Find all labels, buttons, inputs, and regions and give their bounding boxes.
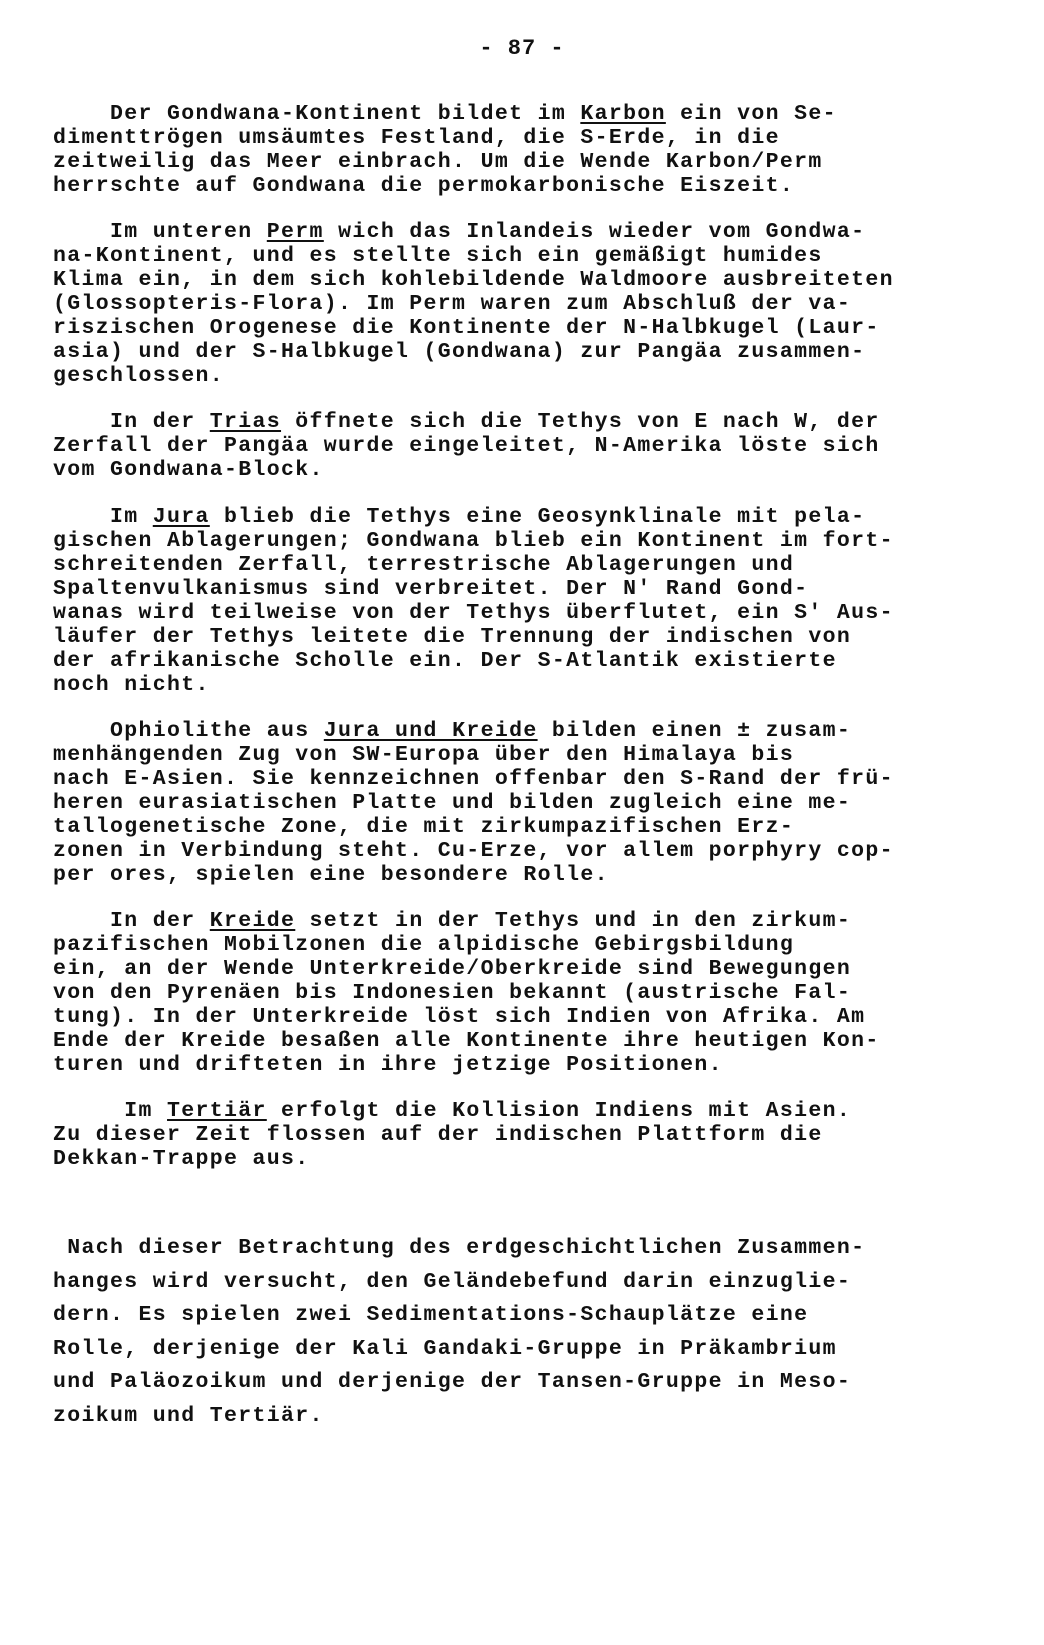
line-text: heren eurasiatischen Platte und bilden zugleich eine me- xyxy=(53,791,852,815)
paragraph-2-line xyxy=(53,220,865,244)
underlined-period-term: Karbon xyxy=(580,102,666,126)
line-text: dern. Es spielen zwei Sedimentations-Schauplätze eine xyxy=(53,1303,809,1327)
underlined-period-term: Jura und Kreide xyxy=(323,719,538,743)
line-text: vom Gondwana-Block. xyxy=(53,458,324,482)
page-number: - 87 - xyxy=(479,36,565,61)
line-text: Zu dieser Zeit flossen auf der indischen Plattform die xyxy=(53,1123,823,1147)
line-text: asia) und der S-Halbkugel (Gondwana) zur Pangäa zusammen- xyxy=(53,340,866,364)
paragraph-4-line xyxy=(53,553,794,577)
line-text: der afrikanische Scholle ein. Der S-Atlantik existierte xyxy=(53,649,837,673)
paragraph-4-line xyxy=(53,505,865,529)
line-text: Der Gondwana-Kontinent bildet im xyxy=(53,102,581,126)
line-text: hanges wird versucht, den Geländebefund darin einzuglie- xyxy=(53,1270,852,1294)
paragraph-8-line xyxy=(53,1370,851,1394)
paragraph-5-line xyxy=(53,719,851,743)
paragraph-2-line xyxy=(53,268,894,292)
line-text: wich das Inlandeis wieder vom Gondwa- xyxy=(323,220,866,244)
line-text: Rolle, derjenige der Kali Gandaki-Gruppe in Präkambrium xyxy=(53,1337,837,1361)
paragraph-5-line xyxy=(53,743,794,767)
line-text: geschlossen. xyxy=(53,364,225,388)
paragraph-5-line xyxy=(53,839,894,863)
line-text: Spaltenvulkanismus sind verbreitet. Der N' Rand Gond- xyxy=(53,577,809,601)
paragraph-6-line xyxy=(53,933,794,957)
paragraph-1-line xyxy=(53,174,794,198)
paragraph-8-line xyxy=(53,1337,837,1361)
line-text: In der xyxy=(53,410,210,434)
paragraph-4-line xyxy=(53,673,210,697)
underlined-period-term: Trias xyxy=(209,410,282,434)
underlined-period-term: Jura xyxy=(152,505,210,529)
line-text: nach E-Asien. Sie kennzeichnen offenbar den S-Rand der frü- xyxy=(53,767,894,791)
paragraph-3-line xyxy=(53,410,880,434)
paragraph-8-line xyxy=(53,1236,865,1260)
paragraph-6-line xyxy=(53,981,851,1005)
paragraph-8-line xyxy=(53,1303,808,1327)
paragraph-2-line xyxy=(53,364,224,388)
line-text: na-Kontinent, und es stellte sich ein gemäßigt humides xyxy=(53,244,823,268)
line-text: Ende der Kreide besaßen alle Kontinente ihre heutigen Kon- xyxy=(53,1029,880,1053)
paragraph-3-line xyxy=(53,458,324,482)
paragraph-2-line xyxy=(53,316,880,340)
line-text: läufer der Tethys leitete die Trennung der indischen von xyxy=(53,625,852,649)
line-text: Zerfall der Pangäa wurde eingeleitet, N-Amerika löste sich xyxy=(53,434,880,458)
line-text: zoikum und Tertiär. xyxy=(53,1404,324,1428)
line-text: Dekkan-Trappe aus. xyxy=(53,1147,310,1171)
line-text: Im unteren xyxy=(53,220,267,244)
paragraph-2-line xyxy=(53,292,851,316)
line-text: per ores, spielen eine besondere Rolle. xyxy=(53,863,609,887)
line-text: Klima ein, in dem sich kohlebildende Waldmoore ausbreiteten xyxy=(53,268,894,292)
line-text: menhängenden Zug von SW-Europa über den Himalaya bis xyxy=(53,743,795,767)
line-text: turen und drifteten in ihre jetzige Positionen. xyxy=(53,1053,723,1077)
underlined-period-term: Kreide xyxy=(209,909,296,933)
line-text: Ophiolithe aus xyxy=(53,719,324,743)
paragraph-6-line xyxy=(53,1029,880,1053)
paragraph-4-line xyxy=(53,649,837,673)
paragraph-5-line xyxy=(53,863,609,887)
line-text: (Glossopteris-Flora). Im Perm waren zum Abschluß der va- xyxy=(53,292,852,316)
paragraph-4-line xyxy=(53,625,851,649)
line-text: erfolgt die Kollision Indiens mit Asien. xyxy=(266,1099,852,1123)
line-text: wanas wird teilweise von der Tethys überflutet, ein S' Aus- xyxy=(53,601,894,625)
paragraph-2-line xyxy=(53,340,865,364)
line-text: dimenttrögen umsäumtes Festland, die S-Erde, in die xyxy=(53,126,780,150)
paragraph-7-line xyxy=(53,1123,823,1147)
paragraph-6-line xyxy=(53,909,851,933)
line-text: Nach dieser Betrachtung des erdgeschichtlichen Zusammen- xyxy=(53,1236,866,1260)
paragraph-1-line xyxy=(53,150,823,174)
paragraph-1-line xyxy=(53,102,837,126)
line-text: öffnete sich die Tethys von E nach W, der xyxy=(281,410,880,434)
paragraph-6-line xyxy=(53,957,851,981)
paragraph-4-line xyxy=(53,601,894,625)
paragraph-5-line xyxy=(53,767,894,791)
line-text: tallogenetische Zone, die mit zirkumpazifischen Erz- xyxy=(53,815,795,839)
paragraph-6-line xyxy=(53,1053,723,1077)
line-text: tung). In der Unterkreide löst sich Indien von Afrika. Am xyxy=(53,1005,866,1029)
paragraph-5-line xyxy=(53,815,794,839)
line-text: In der xyxy=(53,909,210,933)
underlined-period-term: Perm xyxy=(266,220,324,244)
line-text: zonen in Verbindung steht. Cu-Erze, vor allem porphyry cop- xyxy=(53,839,894,863)
line-text: ein, an der Wende Unterkreide/Oberkreide sind Bewegungen xyxy=(53,957,852,981)
paragraph-6-line xyxy=(53,1005,865,1029)
line-text: riszischen Orogenese die Kontinente der N-Halbkugel (Laur- xyxy=(53,316,880,340)
line-text: blieb die Tethys eine Geosynklinale mit pela- xyxy=(209,505,866,529)
paragraph-4-line xyxy=(53,577,808,601)
line-text: bilden einen ± zusam- xyxy=(537,719,852,743)
line-text: Im xyxy=(53,1099,168,1123)
line-text: noch nicht. xyxy=(53,673,210,697)
line-text: gischen Ablagerungen; Gondwana blieb ein Kontinent im fort- xyxy=(53,529,894,553)
line-text: Im xyxy=(53,505,153,529)
paragraph-3-line xyxy=(53,434,880,458)
line-text: von den Pyrenäen bis Indonesien bekannt (austrische Fal- xyxy=(53,981,852,1005)
paragraph-1-line xyxy=(53,126,780,150)
line-text: schreitenden Zerfall, terrestrische Ablagerungen und xyxy=(53,553,795,577)
line-text: und Paläozoikum und derjenige der Tansen-Gruppe in Meso- xyxy=(53,1370,852,1394)
paragraph-2-line xyxy=(53,244,823,268)
paragraph-7-line xyxy=(53,1099,851,1123)
paragraph-4-line xyxy=(53,529,894,553)
line-text: setzt in der Tethys und in den zirkum- xyxy=(295,909,852,933)
paragraph-5-line xyxy=(53,791,851,815)
line-text: herrschte auf Gondwana die permokarbonische Eiszeit. xyxy=(53,174,795,198)
paragraph-8-line xyxy=(53,1404,324,1428)
line-text: pazifischen Mobilzonen die alpidische Gebirgsbildung xyxy=(53,933,795,957)
line-text: zeitweilig das Meer einbrach. Um die Wende Karbon/Perm xyxy=(53,150,823,174)
line-text: ein von Se- xyxy=(665,102,837,126)
paragraph-7-line xyxy=(53,1147,310,1171)
underlined-period-term: Tertiär xyxy=(167,1099,267,1123)
paragraph-8-line xyxy=(53,1270,851,1294)
